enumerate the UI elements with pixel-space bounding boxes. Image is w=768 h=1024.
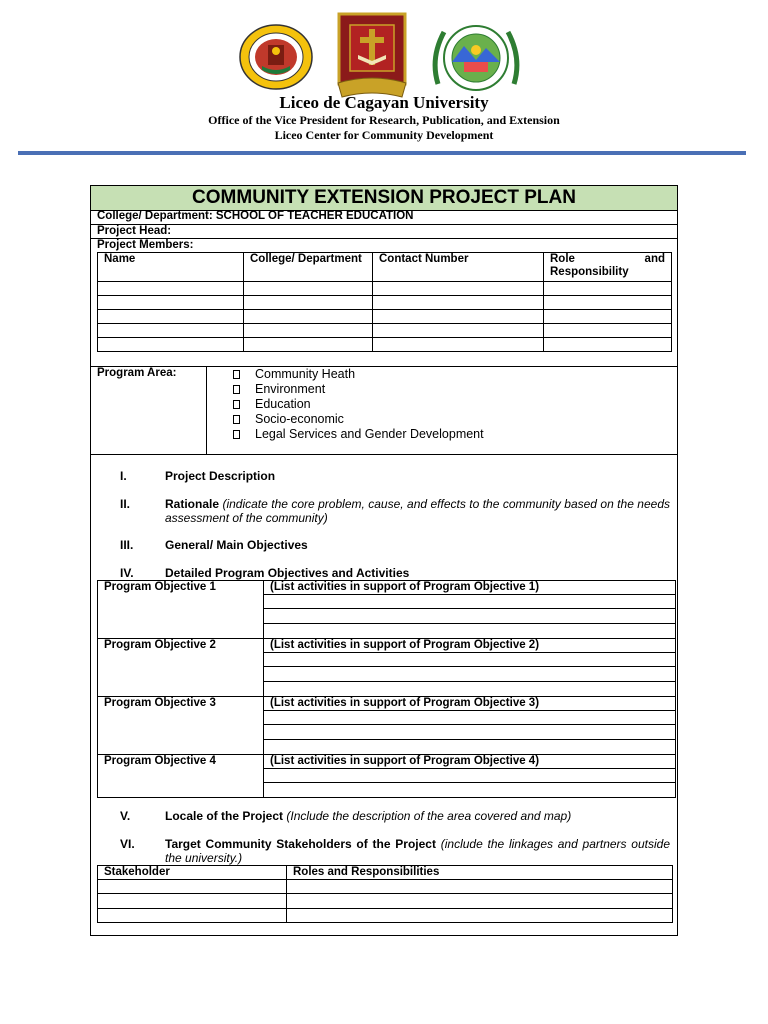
- college-department-field[interactable]: College/ Department: SCHOOL OF TEACHER EDUCATION: [97, 210, 414, 222]
- university-name: Liceo de Cagayan University: [279, 93, 489, 112]
- table-row: [98, 639, 676, 653]
- table-row: [98, 894, 673, 909]
- column-header-contact: Contact Number: [373, 253, 544, 282]
- checkbox-icon[interactable]: [233, 385, 240, 394]
- column-header-role: Role and Responsibility: [544, 253, 672, 282]
- center-name: Liceo Center for Community Development: [274, 128, 494, 142]
- activity-cell[interactable]: [264, 711, 676, 725]
- column-header-college: College/ Department: [244, 253, 373, 282]
- program-area-label: Program Area:: [97, 367, 177, 379]
- table-cell[interactable]: [98, 282, 244, 296]
- checkbox-icon[interactable]: [233, 400, 240, 409]
- project-plan-form: COMMUNITY EXTENSION PROJECT PLAN College/ Department: SCHOOL OF TEACHER EDUCATION Project Head: Project Members: Name College/ Department Contact Number Role and Responsibility Program Area: Community Heath Environment Education Socio-economic Legal Services and Gender Development I. Project Description II. Rationale (indicate the core problem, cause, and effects to the community based on the needs assessment of the community) III. General/ Main Objectives IV. Detailed Program Objectives and Activities Program Objective 1 (List activities in support of Program Objective 1) Program Objective 2 (List activities in support of Program Objective 2) Program Objective 3 (List activities in support of Program Objective 3) Program Objective 4 (List activities in support of Program Objective 4) V. Locale of the Project (Include the description of the area covered and map) VI. Target Community Stakeholders of the Project (include the linkages and partners outside the university.) Stakeholder Roles and Responsibilities: [90, 185, 678, 936]
- table-row: [98, 310, 672, 324]
- activity-cell[interactable]: [264, 595, 676, 609]
- office-name: Office of the Vice President for Research, Publication, and Extension: [208, 113, 560, 127]
- table-cell[interactable]: [244, 296, 373, 310]
- program-area-option[interactable]: Socio-economic: [233, 412, 484, 427]
- column-header-name: Name: [98, 253, 244, 282]
- program-area-option[interactable]: Education: [233, 397, 484, 412]
- table-row: [98, 324, 672, 338]
- activity-cell[interactable]: [264, 609, 676, 624]
- table-cell[interactable]: [373, 282, 544, 296]
- divider: [91, 454, 677, 455]
- table-cell[interactable]: [98, 909, 287, 923]
- activity-cell[interactable]: [264, 624, 676, 639]
- project-head-field[interactable]: Project Head:: [97, 225, 172, 237]
- objective-activity-header: (List activities in support of Program Objective 3): [264, 697, 676, 711]
- university-seal-logo: [238, 24, 314, 90]
- objective-label: Program Objective 1: [98, 581, 264, 639]
- table-cell[interactable]: [98, 894, 287, 909]
- checkbox-icon[interactable]: [233, 415, 240, 424]
- activity-cell[interactable]: [264, 725, 676, 740]
- table-cell[interactable]: [98, 324, 244, 338]
- table-row: [98, 880, 673, 894]
- table-row: [98, 909, 673, 923]
- activity-cell[interactable]: [264, 653, 676, 667]
- activity-cell[interactable]: [264, 667, 676, 682]
- objective-label: Program Objective 3: [98, 697, 264, 755]
- table-cell[interactable]: [544, 310, 672, 324]
- table-cell[interactable]: [98, 310, 244, 324]
- members-table: [97, 252, 672, 352]
- checkbox-icon[interactable]: [233, 370, 240, 379]
- column-header-stakeholder: Stakeholder: [98, 866, 287, 880]
- table-row: [98, 338, 672, 352]
- table-cell[interactable]: [544, 282, 672, 296]
- activity-cell[interactable]: [264, 769, 676, 783]
- table-cell[interactable]: [98, 296, 244, 310]
- extension-office-seal-logo: [428, 22, 524, 94]
- table-cell[interactable]: [373, 296, 544, 310]
- activity-cell[interactable]: [264, 682, 676, 697]
- program-area-option[interactable]: Environment: [233, 382, 484, 397]
- program-area-option[interactable]: Legal Services and Gender Development: [233, 427, 484, 442]
- table-cell[interactable]: [287, 909, 673, 923]
- divider: [206, 366, 207, 454]
- table-cell[interactable]: [244, 282, 373, 296]
- stakeholders-table: [97, 865, 673, 923]
- table-row: [98, 697, 676, 711]
- objective-activity-header: (List activities in support of Program Objective 4): [264, 755, 676, 769]
- table-cell[interactable]: [373, 324, 544, 338]
- objective-label: Program Objective 2: [98, 639, 264, 697]
- table-cell[interactable]: [373, 338, 544, 352]
- table-cell[interactable]: [373, 310, 544, 324]
- table-cell[interactable]: [244, 310, 373, 324]
- objective-label: Program Objective 4: [98, 755, 264, 798]
- header-divider: [18, 151, 746, 155]
- university-crest-logo: [336, 11, 408, 99]
- activity-cell[interactable]: [264, 740, 676, 755]
- program-area-option[interactable]: Community Heath: [233, 367, 484, 382]
- table-cell[interactable]: [544, 324, 672, 338]
- form-title: COMMUNITY EXTENSION PROJECT PLAN: [91, 186, 677, 211]
- activity-cell[interactable]: [264, 783, 676, 798]
- table-row: [98, 581, 676, 595]
- objective-activity-header: (List activities in support of Program Objective 2): [264, 639, 676, 653]
- table-cell[interactable]: [544, 338, 672, 352]
- table-cell[interactable]: [98, 880, 287, 894]
- project-members-label: Project Members:: [97, 239, 194, 251]
- checkbox-icon[interactable]: [233, 430, 240, 439]
- table-cell[interactable]: [287, 894, 673, 909]
- program-area-options: [233, 367, 484, 442]
- table-row: [98, 282, 672, 296]
- objectives-table: [97, 580, 676, 798]
- table-row: [98, 296, 672, 310]
- table-cell[interactable]: [287, 880, 673, 894]
- table-cell[interactable]: [544, 296, 672, 310]
- letterhead-logos: [0, 8, 768, 96]
- column-header-roles: Roles and Responsibilities: [287, 866, 673, 880]
- table-cell[interactable]: [244, 324, 373, 338]
- objective-activity-header: (List activities in support of Program Objective 1): [264, 581, 676, 595]
- table-cell[interactable]: [244, 338, 373, 352]
- table-row: [98, 755, 676, 769]
- table-cell[interactable]: [98, 338, 244, 352]
